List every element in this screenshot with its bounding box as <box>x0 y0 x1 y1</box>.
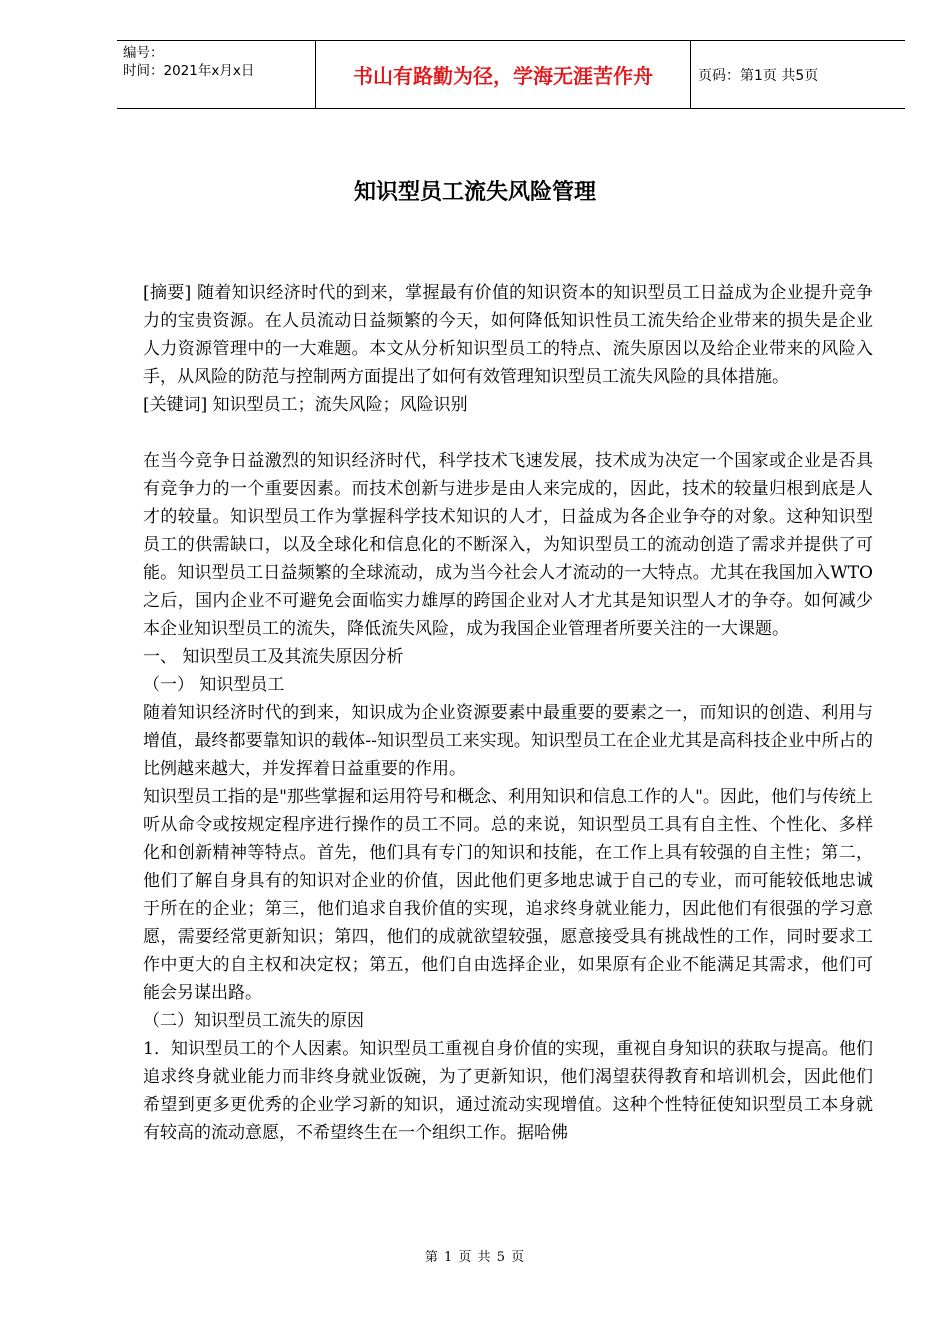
body-paragraph-2: 知识型员工指的是"那些掌握和运用符号和概念、利用知识和信息工作的人"。因此，他们与传统上听从命令或按规定程序进行操作的员工不同。总的来说，知识型员工具有自主性、个性化、多样化和创新精神等特点。首先，他们具有专门的知识和技能，在工作上具有较强的自主性；第二，他们了解自身具有的知识对企业的价值，因此他们更多地忠诚于自己的专业，而可能较低地忠诚于所在的企业；第三，他们追求自我价值的实现，追求终身就业能力，因此他们有很强的学习意愿，需要经常更新知识；第四，他们的成就欲望较强，愿意接受具有挑战性的工作，同时要求工作中更大的自主权和决定权；第五，他们自由选择企业，如果原有企业不能满足其需求，他们可能会另谋出路。 <box>143 787 873 1003</box>
body-paragraph-3: 1．知识型员工的个人因素。知识型员工重视自身价值的实现，重视自身知识的获取与提高。他们追求终身就业能力而非终身就业饭碗，为了更新知识，他们渴望获得教育和培训机会，因此他们希望到更多更优秀的企业学习新的知识，通过流动实现增值。这种个性特征使知识型员工本身就有较高的流动意愿，不希望终生在一个组织工作。据哈佛 <box>143 1039 873 1143</box>
document-body <box>143 279 873 1147</box>
number-label: 编号： <box>123 45 164 61</box>
abstract-paragraph: [摘要] 随着知识经济时代的到来，掌握最有价值的知识资本的知识型员工日益成为企业提升竞争力的宝贵资源。在人员流动日益频繁的今天，如何降低知识性员工流失给企业带来的损失是企业人力资源管理中的一大难题。本文从分析知识型员工的特点、流失原因以及给企业带来的风险入手，从风险的防范与控制两方面提出了如何有效管理知识型员工流失风险的具体措施。 <box>143 283 873 387</box>
document-title: 知识型员工流失风险管理 <box>353 180 596 205</box>
keywords-paragraph: [关键词] 知识型员工；流失风险；风险识别 <box>143 395 468 415</box>
paragraph-gap <box>143 419 873 447</box>
time-label: 时间：2021年x月x日 <box>123 63 255 79</box>
subsection-heading-2: （二）知识型员工流失的原因 <box>143 1011 364 1031</box>
header-page-info: 页码：第1页 共5页 <box>698 67 819 84</box>
header-meta <box>117 41 315 108</box>
page-header <box>117 40 905 109</box>
body-paragraph-1: 随着知识经济时代的到来，知识成为企业资源要素中最重要的要素之一，而知识的创造、利用与增值，最终都要靠知识的载体--知识型员工来实现。知识型员工在企业尤其是高科技企业中所占的比例越来越大，并发挥着日益重要的作用。 <box>143 703 873 779</box>
intro-paragraph: 在当今竞争日益激烈的知识经济时代，科学技术飞速发展，技术成为决定一个国家或企业是否具有竞争力的一个重要因素。而技术创新与进步是由人来完成的，因此，技术的较量归根到底是人才的较量。知识型员工作为掌握科学技术知识的人才，日益成为各企业争夺的对象。这种知识型员工的供需缺口，以及全球化和信息化的不断深入，为知识型员工的流动创造了需求并提供了可能。知识型员工日益频繁的全球流动，成为当今社会人才流动的一大特点。尤其在我国加入WTO之后，国内企业不可避免会面临实力雄厚的跨国企业对人才尤其是知识型人才的争夺。如何减少本企业知识型员工的流失，降低流失风险，成为我国企业管理者所要关注的一大课题。 <box>143 451 873 639</box>
subsection-heading-1: （一） 知识型员工 <box>143 675 285 695</box>
header-motto: 书山有路勤为径，学海无涯苦作舟 <box>315 41 691 108</box>
section-heading-1: 一、 知识型员工及其流失原因分析 <box>143 647 404 667</box>
page-footer: 第 1 页 共 5 页 <box>424 1250 526 1265</box>
